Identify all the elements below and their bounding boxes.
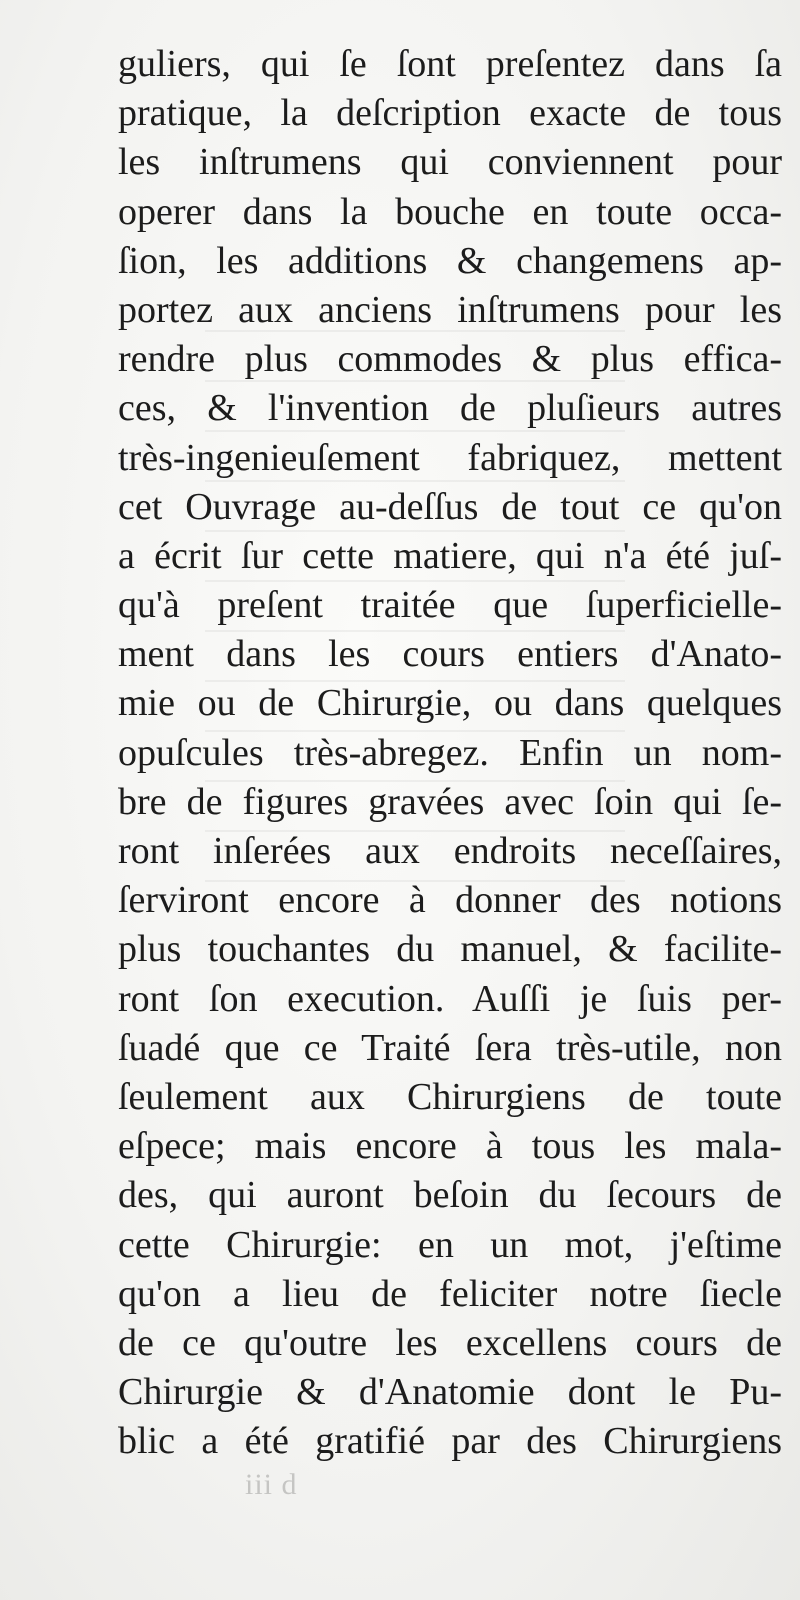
text-line: ront ſon execution. Auſſi je ſuis per- xyxy=(118,977,782,1020)
text-line: ſerviront encore à donner des notions xyxy=(118,879,782,922)
text-line: qu'on a lieu de feliciter notre ſiecle xyxy=(118,1272,782,1315)
text-line: a écrit ſur cette matiere, qui n'a été juſ- xyxy=(118,534,782,577)
text-line: operer dans la bouche en toute occa- xyxy=(118,190,782,233)
text-line: des, qui auront beſoin du ſecours de xyxy=(118,1174,782,1217)
text-line: ront inſerées aux endroits neceſſaires, xyxy=(118,830,782,872)
text-line: ment dans les cours entiers d'Anato- xyxy=(118,633,782,676)
text-line: très-ingenieuſement fabriquez, mettent xyxy=(118,436,782,479)
text-line: portez aux anciens inſtrumens pour les xyxy=(118,288,782,331)
text-line: qu'à preſent traitée que ſuperficielle- xyxy=(118,584,782,627)
text-line: ſeulement aux Chirurgiens de toute xyxy=(118,1075,782,1118)
signature-mark: iii d xyxy=(245,1468,298,1501)
text-line: mie ou de Chirurgie, ou dans quelques xyxy=(118,682,782,725)
text-line: cet Ouvrage au-deſſus de tout ce qu'on xyxy=(118,485,782,528)
text-line: eſpece; mais encore à tous les mala- xyxy=(118,1125,782,1168)
text-line: cette Chirurgie: en un mot, j'eſtime xyxy=(118,1223,782,1266)
text-line: Chirurgie & d'Anatomie dont le Pu- xyxy=(118,1371,782,1414)
text-line: plus touchantes du manuel, & facilite- xyxy=(118,928,782,971)
text-line: bre de figures gravées avec ſoin qui ſe- xyxy=(118,780,782,823)
body-text xyxy=(118,40,782,1466)
text-line: pratique, la deſcription exacte de tous xyxy=(118,92,782,135)
text-line: ſuadé que ce Traité ſera très-utile, non xyxy=(118,1026,782,1069)
text-line: opuſcules très-abregez. Enfin un nom- xyxy=(118,731,782,774)
text-line: ſion, les additions & changemens ap- xyxy=(118,239,782,282)
text-line: ces, & l'invention de pluſieurs autres xyxy=(118,387,782,430)
text-line: guliers, qui ſe ſont preſentez dans ſa xyxy=(118,43,782,85)
text-line: de ce qu'outre les excellens cours de xyxy=(118,1321,782,1364)
text-line: les inſtrumens qui conviennent pour xyxy=(118,141,782,184)
text-line: blic a été gratifié par des Chirurgiens xyxy=(118,1420,782,1463)
text-line: rendre plus commodes & plus effica- xyxy=(118,338,782,381)
